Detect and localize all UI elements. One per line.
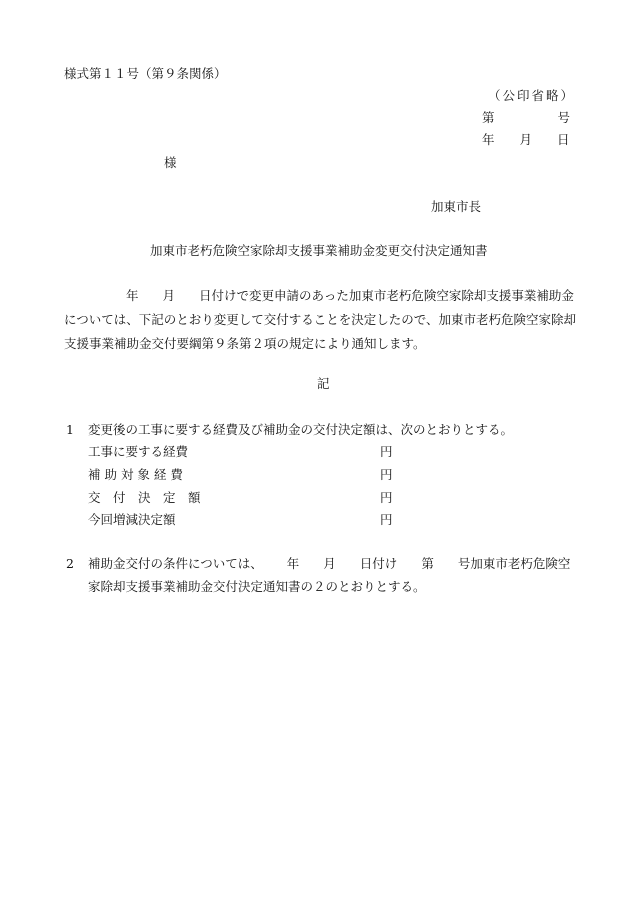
- item-2-no-prefix: 第: [421, 556, 434, 571]
- amount-row: 交 付 決 定 額: [88, 490, 201, 505]
- item-2-number: 2: [66, 556, 74, 571]
- amount-unit: 円: [380, 490, 393, 505]
- date-year: 年: [482, 132, 495, 147]
- issuer: 加東市長: [431, 199, 482, 214]
- addressee-honorific: 様: [164, 155, 177, 170]
- seal-note: （公印省略）: [488, 88, 576, 103]
- body-paragraph: [64, 284, 594, 356]
- doc-number-suffix: 号: [557, 110, 571, 125]
- amount-unit: 円: [380, 467, 393, 482]
- item-2-day: 日付け: [359, 556, 398, 571]
- item-2-month: 月: [323, 556, 336, 571]
- item-2-text-2: 号加東市老朽危険空: [457, 556, 571, 571]
- doc-number-prefix: 第: [482, 110, 495, 125]
- date-day: 日: [557, 132, 570, 147]
- item-1-text: 変更後の工事に要する経費及び補助金の交付決定額は、次のとおりとする。: [88, 422, 514, 437]
- date-month: 月: [519, 132, 533, 147]
- amount-row: 工事に要する経費: [88, 444, 189, 459]
- form-number: 様式第１１号（第９条関係）: [64, 66, 227, 81]
- amount-unit: 円: [380, 512, 393, 527]
- body-line-1-text: 日付けで変更申請のあった加東市老朽危険空家除却支援事業補助金: [199, 288, 574, 303]
- amount-row: 今回増減決定額: [88, 512, 176, 527]
- body-month: 月: [162, 288, 176, 303]
- document-number: [482, 110, 570, 126]
- amount-row: 補 助 対 象 経 費: [88, 467, 183, 482]
- body-line-2: については、下記のとおり変更して交付することを決定したので、加東市老朽危険空家除却: [64, 312, 577, 327]
- ki-heading: 記: [317, 376, 330, 391]
- document-title: 加東市老朽危険空家除却支援事業補助金変更交付決定通知書: [150, 243, 488, 258]
- item-2-year: 年: [286, 556, 300, 571]
- body-year: 年: [126, 288, 139, 303]
- item-2-text-1: 補助金交付の条件については、: [88, 556, 263, 571]
- item-2-line-2: 家除却支援事業補助金交付決定通知書の２のとおりとする。: [88, 579, 426, 594]
- issue-date: [482, 132, 570, 148]
- item-2-line-1: [88, 556, 570, 572]
- body-line-3: 支援事業補助金交付要綱第９条第２項の規定により通知します。: [64, 336, 426, 351]
- body-line-1: [64, 284, 594, 308]
- amount-unit: 円: [380, 444, 393, 459]
- item-1-number: 1: [66, 422, 74, 437]
